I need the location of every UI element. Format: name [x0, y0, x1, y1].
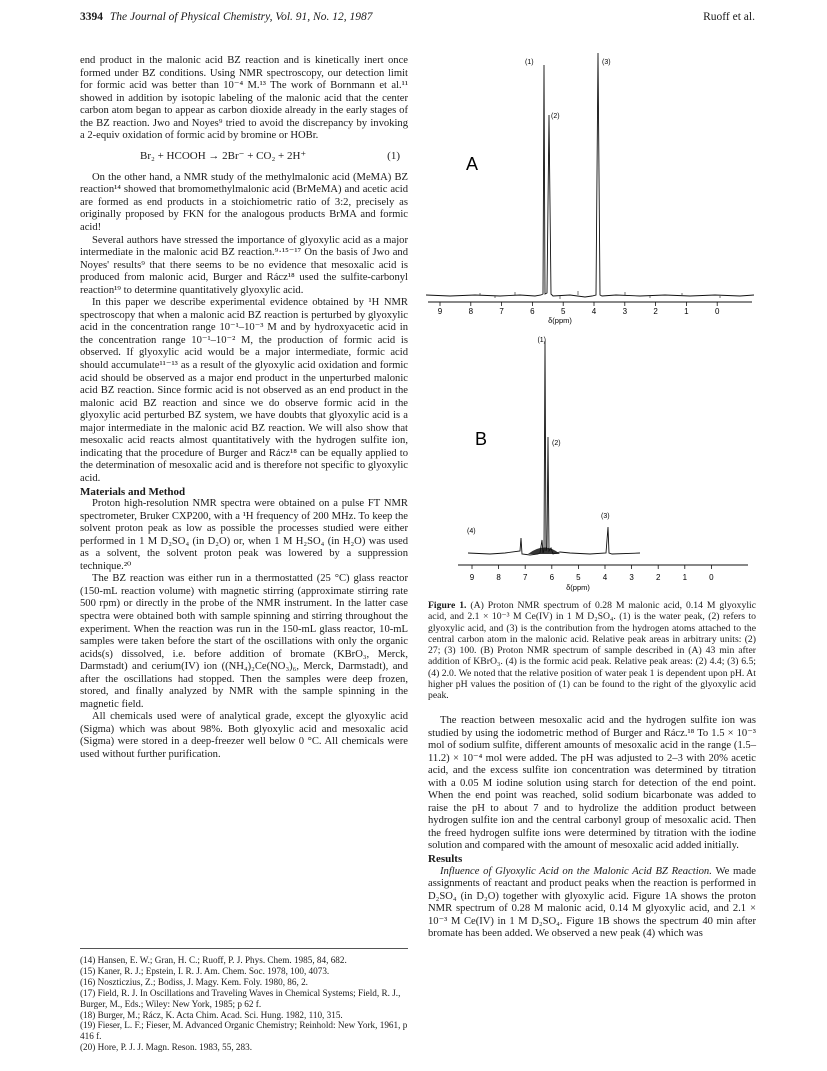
paragraph-text: We made assignments of reactant and product peaks when the reaction is performed in D₂SO₄ (in D₂O) together with glyoxylic acid. Figure 1A shows the proton NMR spectrum of 0.28 M malonic acid, 0.14 M glyoxylic acid, and 2.1 × 10⁻³ M Ce(IV) in 1 M D₂SO₄. Figure 1B shows the spectrum 40 min after bromate has been added. We observed a new peak (4) which was — [428, 865, 756, 940]
tick-label: 3 — [622, 307, 628, 316]
tick-label: 7 — [499, 307, 504, 316]
axis-label: δ(ppm) — [548, 316, 572, 325]
tick-label: 6 — [530, 307, 535, 316]
peak-label: (3) — [602, 59, 611, 66]
reference: (19) Fieser, L. F.; Fieser, M. Advanced Organic Chemistry; Reinhold: New York, 1961, p 416 f. — [80, 1020, 408, 1042]
tick-label: 2 — [653, 307, 658, 316]
equation-number: (1) — [387, 149, 400, 162]
tick-label: 0 — [709, 573, 714, 582]
peak-label: (1) — [537, 337, 546, 344]
tick-label: 9 — [469, 573, 475, 582]
reference: (15) Kaner, R. J.; Epstein, I. R. J. Am. Chem. Soc. 1978, 100, 4073. — [80, 965, 330, 976]
tick-label: 0 — [714, 307, 720, 316]
page-number: 3394 — [80, 11, 103, 23]
left-column — [80, 55, 408, 762]
panel-b — [458, 337, 748, 592]
paragraph: Several authors have stressed the importance of glyoxylic acid as a major intermediate in the malonic acid BZ reaction.⁹·¹⁵⁻¹⁷ On the basis of Jwo and Noyes' results⁹ that there seems to be no evidence that mesoxalic acid is produced from malonic acid, Burger and Rácz¹⁸ used the sulfite-carbonyl reaction¹⁹ to determine quantitatively glyoxylic acid. — [80, 234, 408, 296]
tick-label: 3 — [629, 573, 634, 582]
panel-label: B — [475, 429, 488, 449]
paragraph: All chemicals used were of analytical grade, except the glyoxylic acid (Sigma) which was about 98%. Both glyoxylic acid and mesoxalic acid (Sigma) were stored in a deep-freezer well below 0 °C. All chemicals were used without further purification. — [80, 711, 408, 760]
section-title: Results — [428, 853, 463, 866]
tick-label: 4 — [591, 307, 597, 316]
paragraph: The reaction between mesoxalic acid and the hydrogen sulfite ion was studied by using the iodometric method of Burger and Rácz.¹⁸ To 1.5 × 10⁻³ mol of sodium sulfite, different amounts of mesoxalic acid in the range (1.5–11.2) × 10⁻⁴ mol were added. The pH was adjusted to 2–3 with 20% acetic acid, and the excess sulfite ion concentration was determined by titration with a 0.05 M iodine solution using starch for detection of the end point. When the end point was reached, solid sodium bicarbonate was added to raise the pH to about 7 and to hydrolize the addition product between hydrogen sulfite ion and the central carbonyl group of mesoxalic acid. Then the freed hydrogen sulfite ions were determined by titration with the iodine solution and compared with the amount of mesoxalic acid added initially. — [428, 715, 756, 852]
paragraph: The BZ reaction was either run in a thermostatted (25 °C) glass reactor (150-mL reaction volume) with magnetic stirring (approximate stirring rate 500 rpm) or directly in the probe of the NMR instrument. In the latter case spectra were obtained both with sample spinning and stirring throughout the experiment. When the reaction was run in the 150-mL glass reactor, 10-mL samples were taken before the start of the oscillations with only the organic acids(s) dissolved, i.e. before addition of bromate (KBrO₃, Merck, Darmstadt) and cerium(IV) ion ((NH₄)₂Ce(NO₃)₆, Merck, Darmstadt), and after the oscillations had stopped. Then the samples were deep frozen, stored, and finally analyzed by NMR with the sample spinning in the magnetic field. — [80, 573, 408, 710]
spectrum-trace — [468, 341, 640, 555]
subsection-title: Influence of Glyoxylic Acid on the Malonic Acid BZ Reaction. — [440, 865, 712, 877]
reference: (18) Burger, M.; Rácz, K. Acta Chim. Acad. Sci. Hung. 1982, 110, 315. — [80, 1009, 343, 1020]
x-ticks — [440, 302, 717, 306]
reference: (14) Hansen, E. W.; Gran, H. C.; Ruoff, P. J. Phys. Chem. 1985, 84, 682. — [80, 955, 347, 965]
peak-label: (1) — [525, 59, 534, 66]
right-column — [428, 715, 756, 941]
spectrum-trace — [426, 53, 754, 297]
section-title: Materials and Method — [80, 485, 186, 498]
figure-caption — [428, 600, 756, 702]
paragraph: Proton high-resolution NMR spectra were obtained on a pulse FT NMR spectrometer, Bruker CXP200, with a ¹H frequency of 200 MHz. To keep the solvent proton peak as low as possible the processes studied were either performed in 1 M D₂SO₄ (in D₂O) or, when 1 M H₂SO₄ (in H₂O) was used as a solvent, the solvent proton peak was lowered by a suppression technique.²⁰ — [80, 498, 408, 572]
tick-label: 8 — [496, 573, 501, 582]
tick-label: 4 — [602, 573, 608, 582]
axis-label: δ(ppm) — [566, 583, 590, 592]
tick-label: 5 — [560, 307, 566, 316]
paragraph — [428, 866, 756, 941]
equation-body: Br₂ + HCOOH → 2Br⁻ + CO₂ + 2H⁺ — [140, 149, 307, 162]
spectrum-hump — [528, 548, 560, 555]
caption-label: Figure 1. — [428, 600, 467, 611]
tick-label: 2 — [655, 573, 661, 582]
peak-label: (4) — [467, 528, 476, 535]
paragraph: end product in the malonic acid BZ reaction and is kinetically inert once formed under BZ conditions. Using NMR spectroscopy, our detection limit for formic acid was better than 10⁻⁴ M.¹³ The work of Bornmann et al.¹¹ showed in addition by isotopic labeling of the malonic acid that the center carbon atom began to appear as carbon dioxide already in the early stages of the BZ reaction. Jwo and Noyes⁹ tried to avoid the discrepancy by invoking a 2-equiv oxidation of formic acid by bromine or HOBr. — [80, 55, 408, 142]
tick-label: 7 — [522, 573, 528, 582]
tick-label: 5 — [576, 573, 581, 582]
tick-label: 1 — [682, 573, 688, 582]
reference: (20) Hore, P. J. J. Magn. Reson. 1983, 55, 283. — [80, 1042, 253, 1053]
equation — [80, 150, 408, 164]
tick-label: 8 — [468, 307, 474, 316]
paragraph: On the other hand, a NMR study of the methylmalonic acid (MeMA) BZ reaction¹⁴ showed that bromomethylmalonic acid (BrMeMA) and acetic acid are formed as end products in a stoichiometric ratio of 3:2, precisely as originally proposed by FKN for the analogous products BrMA and formic acid! — [80, 171, 408, 234]
panel-label: A — [466, 154, 479, 174]
peak-label: (3) — [601, 513, 610, 520]
peak-label: (2) — [551, 113, 560, 120]
references — [80, 948, 408, 1053]
journal-citation: The Journal of Physical Chemistry, Vol. 91, No. 12, 1987 — [109, 11, 373, 23]
x-ticks — [472, 565, 711, 569]
header-left — [80, 11, 372, 23]
reference: (17) Field, R. J. In Oscillations and Traveling Waves in Chemical Systems; Field, R. J., Burger, M., Eds.; Wiley: New York, 1985; p 62 f. — [80, 987, 401, 1009]
tick-label: 9 — [437, 307, 443, 316]
tick-label: 1 — [684, 307, 689, 316]
reference: (16) Noszticzius, Z.; Bodiss, J. Magy. Kem. Foly. 1980, 86, 2. — [80, 976, 308, 987]
panel-a — [426, 53, 754, 325]
paragraph: In this paper we describe experimental evidence obtained by ¹H NMR spectroscopy that when a malonic acid BZ reaction is perturbed by glyoxylic acid in the concentration range 10⁻¹–10⁻³ M and by hydroxyacetic acid in the concentration range 10⁻¹–10⁻² M, the production of formic acid is observed. If glyoxylic acid would be a major intermediate, formic acid should accumulate¹¹⁻¹³ as a result of the glyoxylic acid oxidation and formic acid should be observed as a major end product in the unperturbed malonic acid BZ reaction. Since formic acid is not observed as an end product in the malonic acid BZ reaction and since we do observe formic acid in the glyoxylic acid perturbed BZ system, we have doubts that glyoxylic acid is a major intermediate in the malonic acid BZ reaction. We will also show that mesoxalic acid reacts almost quantitatively with the hydrogen sulfite ion, indicating that the procedure of Burger and Rácz¹⁸ can be equally applied to the determination of mesoxalic acid and is therefore not specific to glyoxylic acid. — [80, 297, 408, 484]
running-header — [80, 11, 755, 29]
header-authors: Ruoff et al. — [703, 11, 755, 23]
caption-text: (A) Proton NMR spectrum of 0.28 M malonic acid, 0.14 M glyoxylic acid, and 2.1 × 10⁻³ M Ce(IV) in 1 M D₂SO₄. (1) is the water peak, (2) refers to glyoxylic acid, and (3) is the contribution from the hydrogen atoms attached to the central carbon atom in the malonic acid. Relative peak areas in arbitrary units: (2) 27; (3) 100. (B) Proton NMR spectrum of sample described in (A) 43 min after addition of KBrO₃. (4) is the formic acid peak. Relative peak areas: (2) 4.4; (3) 6.5; (4) 2.0. We noted that the relative position of water peak 1 is dependent upon pH. At higher pH values the position of (1) can be found to the right of the glyoxylic acid peak. — [428, 600, 757, 702]
peak-label: (2) — [552, 440, 561, 447]
figure-1 — [420, 45, 760, 600]
tick-label: 6 — [549, 573, 555, 582]
